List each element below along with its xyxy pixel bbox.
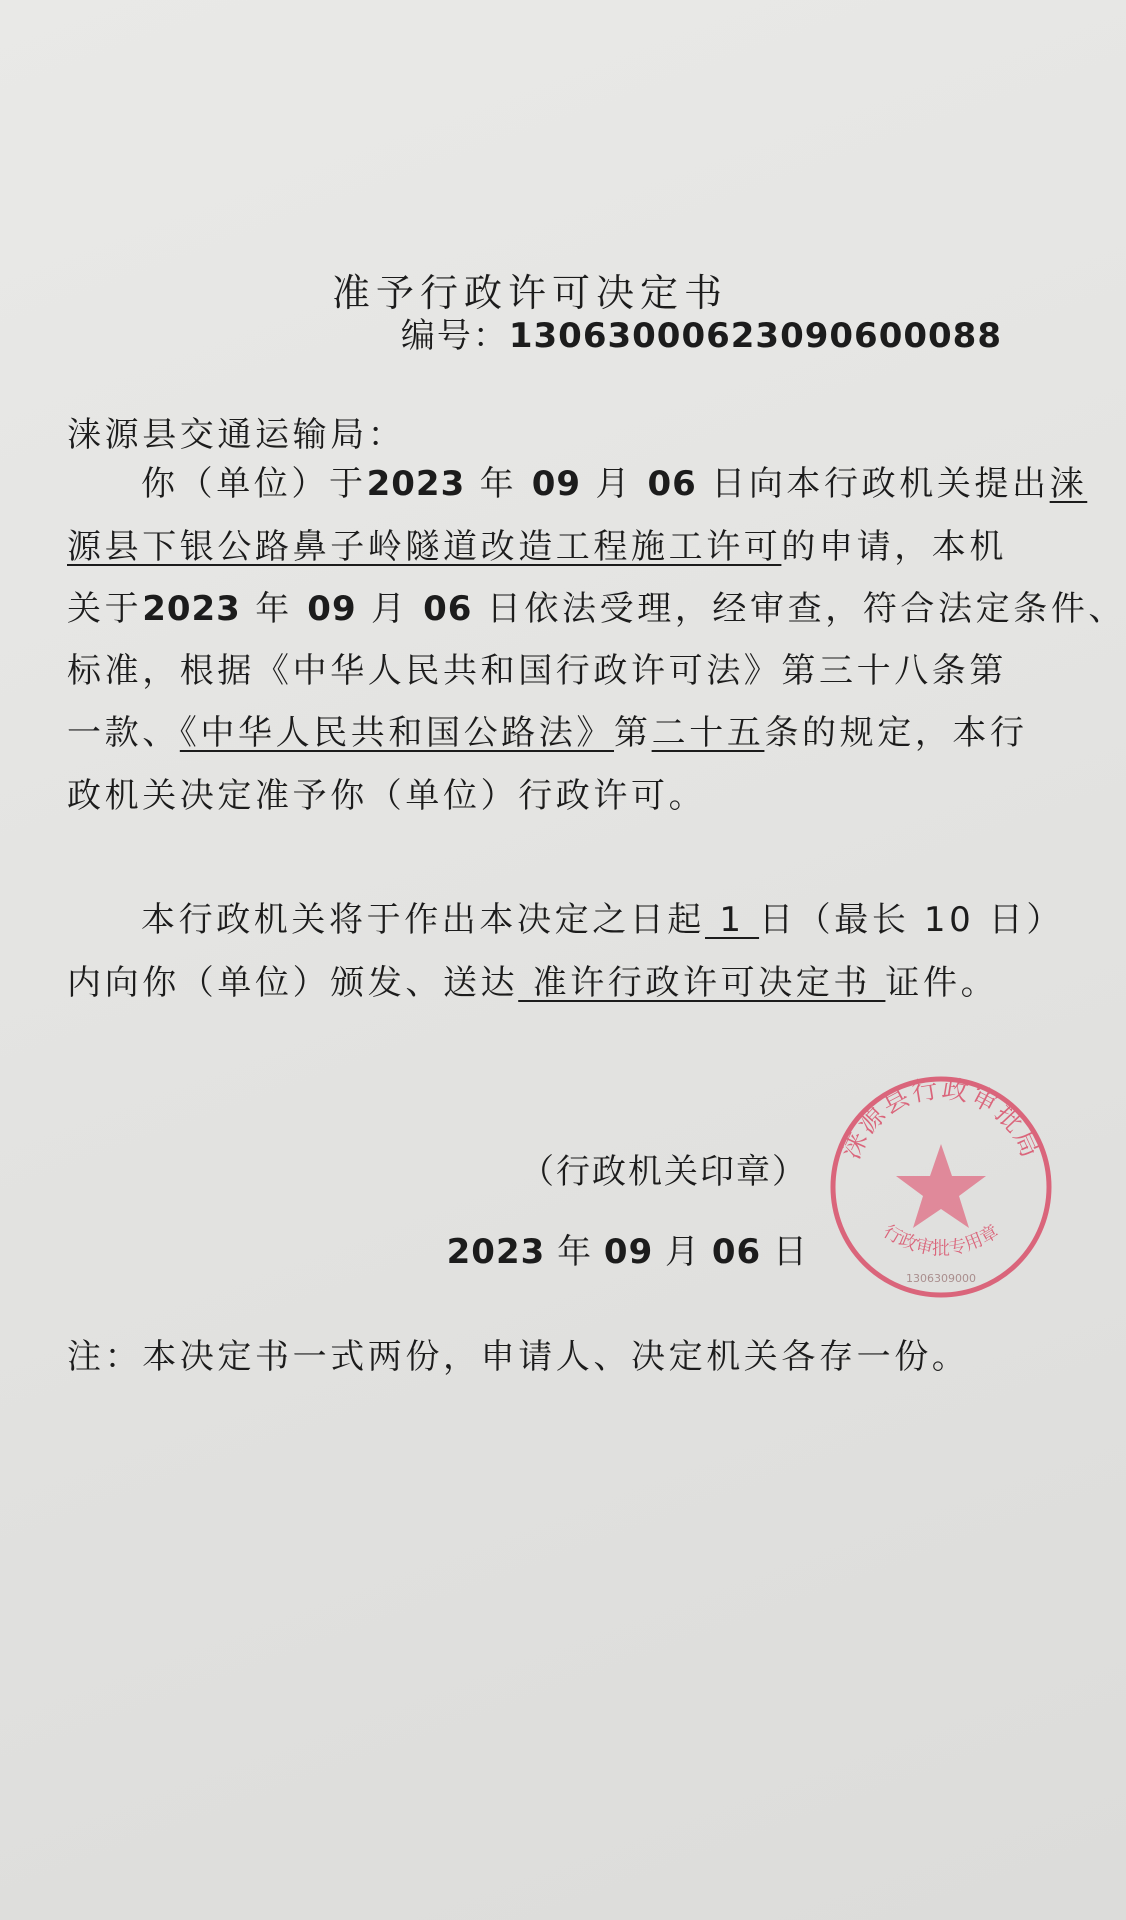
days: 1 [705,900,760,940]
month: 09 [531,464,582,504]
issue-date [447,1230,808,1274]
seal-code: 1306309000 [906,1272,976,1285]
text: 年 [255,589,293,629]
day: 06 [423,589,473,629]
paragraph1-line1 [141,462,1087,506]
text: 年 [479,464,518,504]
text: 第 [614,713,652,753]
official-seal [826,1072,1056,1302]
month: 09 [603,1232,654,1272]
certificate-name: 准许行政许可决定书 [518,963,886,1003]
text: 月 [595,464,634,504]
text: 日 [773,1232,808,1272]
underlined-text: 涞 [1049,464,1088,504]
text: 证件。 [885,963,999,1003]
seal-label: （行政机关印章） [520,1152,808,1192]
text: 一款、 [67,713,180,753]
day: 06 [711,1232,762,1272]
text: 条的规定，本行 [764,713,1028,753]
paragraph1-line5 [67,711,1028,755]
text: 月 [371,589,409,629]
text: 日（最长 [759,900,910,940]
text: 你（单位）于 [141,464,367,504]
paragraph1-line4: 标准，根据《中华人民共和国行政许可法》第三十八条第 [67,651,1007,691]
paragraph2-line2 [67,961,998,1005]
paragraph1-line2 [67,525,1007,569]
max-days: 10 [923,900,975,940]
year: 2023 [142,589,241,629]
year: 2023 [366,464,466,504]
text: 日依法受理，经审查，符合法定条件、 [486,589,1126,629]
text: 内向你（单位）颁发、送达 [67,963,519,1003]
star-icon [896,1144,986,1228]
project-name: 源县下银公路鼻子岭隧道改造工程施工许可 [67,527,782,567]
paragraph2-line1 [141,898,1064,942]
text: 的申请，本机 [781,527,1008,567]
addressee: 涞源县交通运输局： [67,415,406,455]
paragraph1-line3 [67,587,1126,631]
month: 09 [307,589,357,629]
text: 日） [988,900,1064,940]
document-title: 准予行政许可决定书 [331,271,728,315]
year: 2023 [446,1232,546,1272]
document-number [401,308,1002,357]
text: 关于 [67,589,143,629]
note: 注：本决定书一式两份，申请人、决定机关各存一份。 [67,1337,970,1377]
text: 年 [557,1232,593,1272]
seal-bottom-text: 行政审批专用章 [879,1221,1003,1260]
law-name: 《中华人民共和国公路法》 [179,713,615,753]
day: 06 [647,464,697,504]
article-number: 二十五 [651,713,765,753]
text: 月 [665,1232,701,1272]
number-label: 编号： [400,316,509,356]
paragraph1-line6: 政机关决定准予你（单位）行政许可。 [67,776,707,816]
seal-top-text: 涞源县行政审批局 [836,1074,1046,1164]
text: 本行政机关将于作出本决定之日起 [141,900,705,940]
text: 日向本行政机关提出 [711,464,1050,504]
number-value: 13063000623090600088 [508,316,1002,356]
